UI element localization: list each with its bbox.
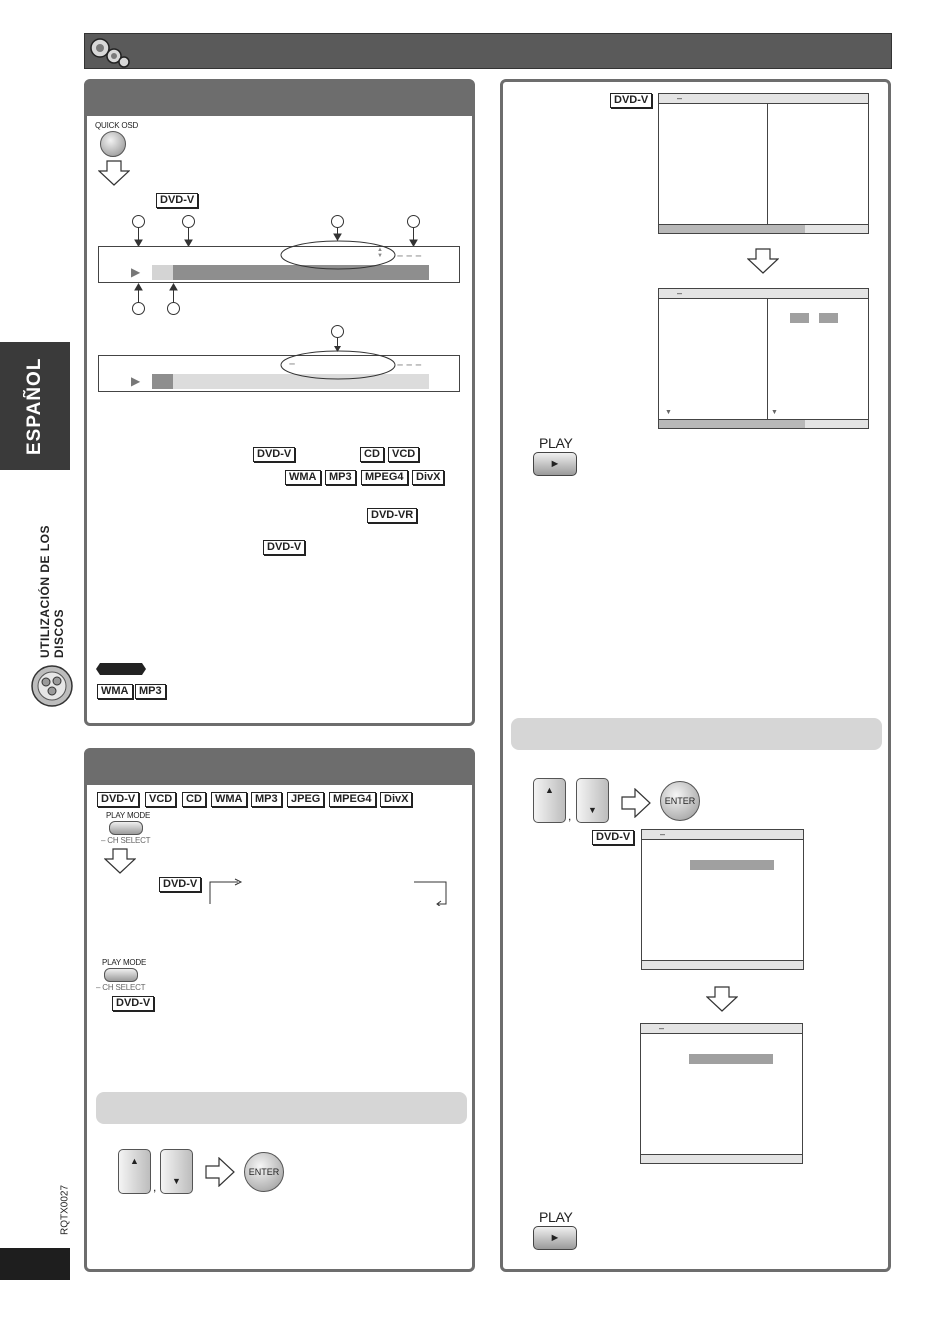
badge-dvd-v: DVD-V bbox=[112, 996, 154, 1011]
language-tab-label: ESPAÑOL bbox=[24, 357, 45, 455]
section-label: UTILIZACIÓN DE LOS DISCOS bbox=[38, 525, 66, 658]
comma: , bbox=[153, 1180, 157, 1194]
badge-dvd-v: DVD-V bbox=[592, 830, 634, 845]
screen-dash: – bbox=[677, 288, 683, 298]
panel-quick-osd bbox=[84, 79, 475, 726]
callout-circle bbox=[331, 215, 344, 228]
badge-wma: WMA bbox=[97, 684, 133, 699]
disc-icon bbox=[30, 664, 74, 708]
osd-dashes: – – – bbox=[397, 359, 422, 371]
badge-dvd-v: DVD-V bbox=[263, 540, 305, 555]
badge-cd: CD bbox=[182, 792, 206, 807]
header-bar bbox=[84, 33, 892, 69]
cycle-arrows bbox=[208, 876, 454, 906]
callout-circle bbox=[182, 215, 195, 228]
scroll-down-icon: ▼ bbox=[771, 409, 778, 416]
page-number-tab bbox=[0, 1248, 70, 1280]
document-code: RQTX0027 bbox=[59, 1184, 71, 1236]
menu-screen-3 bbox=[641, 829, 804, 970]
panel-play-mode-header bbox=[87, 751, 472, 785]
down-button[interactable]: ▼ bbox=[576, 778, 609, 823]
play-button[interactable]: ► bbox=[533, 452, 577, 476]
badge-divx: DivX bbox=[380, 792, 412, 807]
menu-screen-1 bbox=[658, 93, 869, 234]
comma: , bbox=[568, 809, 572, 823]
screen-dash: – bbox=[677, 93, 683, 103]
play-label: PLAY bbox=[539, 1209, 573, 1225]
up-button[interactable]: ▲ bbox=[118, 1149, 151, 1194]
highlight-ellipse bbox=[278, 348, 398, 382]
badge-vcd: VCD bbox=[145, 792, 176, 807]
menu-screen-2 bbox=[658, 288, 869, 429]
menu-screen-4 bbox=[640, 1023, 803, 1164]
down-arrow-icon bbox=[98, 160, 130, 186]
osd-dashes: – – – bbox=[397, 250, 422, 262]
screen-dash: – bbox=[659, 1023, 665, 1033]
panel-quick-osd-header bbox=[87, 82, 472, 116]
badge-wma: WMA bbox=[211, 792, 247, 807]
down-arrow-icon bbox=[104, 848, 136, 874]
badge-mp3: MP3 bbox=[135, 684, 166, 699]
highlight-ellipse bbox=[278, 238, 398, 272]
badge-dvd-v: DVD-V bbox=[159, 877, 201, 892]
quick-osd-label: QUICK OSD bbox=[95, 121, 139, 130]
play-mode-button[interactable] bbox=[104, 968, 138, 982]
badge-wma: WMA bbox=[285, 470, 321, 485]
badge-divx: DivX bbox=[412, 470, 444, 485]
badge-mpeg4: MPEG4 bbox=[361, 470, 408, 485]
ch-select-label: – CH SELECT bbox=[96, 983, 146, 992]
badge-dvd-v: DVD-V bbox=[97, 792, 139, 807]
play-button[interactable]: ► bbox=[533, 1226, 577, 1250]
badge-mpeg4: MPEG4 bbox=[329, 792, 376, 807]
down-button[interactable]: ▼ bbox=[160, 1149, 193, 1194]
callout-circle bbox=[132, 302, 145, 315]
right-arrow-icon bbox=[621, 788, 651, 818]
up-button[interactable]: ▲ bbox=[533, 778, 566, 823]
play-label: PLAY bbox=[539, 435, 573, 451]
callout-circle bbox=[331, 325, 344, 338]
note-tag bbox=[96, 663, 146, 675]
play-mode-button[interactable] bbox=[109, 821, 143, 835]
badge-mp3: MP3 bbox=[325, 470, 356, 485]
down-arrow-icon bbox=[747, 248, 779, 274]
badge-vcd: VCD bbox=[388, 447, 419, 462]
play-mode-label: PLAY MODE bbox=[106, 811, 151, 820]
enter-button[interactable]: ENTER bbox=[244, 1152, 284, 1192]
badge-cd: CD bbox=[360, 447, 384, 462]
down-arrow-icon bbox=[706, 986, 738, 1012]
badge-jpeg: JPEG bbox=[287, 792, 324, 807]
osd-dash: – bbox=[289, 358, 296, 370]
badge-dvd-v: DVD-V bbox=[253, 447, 295, 462]
ch-select-label: – CH SELECT bbox=[101, 836, 151, 845]
badge-dvd-vr: DVD-VR bbox=[367, 508, 417, 523]
badge-dvd-v: DVD-V bbox=[156, 193, 198, 208]
up-down-icon: ▲▼ bbox=[377, 247, 383, 259]
play-indicator-icon: ▶ bbox=[131, 374, 141, 388]
callout-circle bbox=[167, 302, 180, 315]
enter-button[interactable]: ENTER bbox=[660, 781, 700, 821]
subheader-bar bbox=[511, 718, 882, 750]
scroll-down-icon: ▼ bbox=[665, 409, 672, 416]
subheader-bar bbox=[96, 1092, 467, 1124]
callout-circle bbox=[407, 215, 420, 228]
play-indicator-icon: ▶ bbox=[131, 265, 141, 279]
screen-dash: – bbox=[660, 829, 666, 839]
gears-icon bbox=[88, 36, 132, 68]
badge-dvd-v: DVD-V bbox=[610, 93, 652, 108]
play-mode-label: PLAY MODE bbox=[102, 958, 147, 967]
badge-mp3: MP3 bbox=[251, 792, 282, 807]
quick-osd-button[interactable] bbox=[100, 131, 126, 157]
callout-circle bbox=[132, 215, 145, 228]
right-arrow-icon bbox=[205, 1157, 235, 1187]
